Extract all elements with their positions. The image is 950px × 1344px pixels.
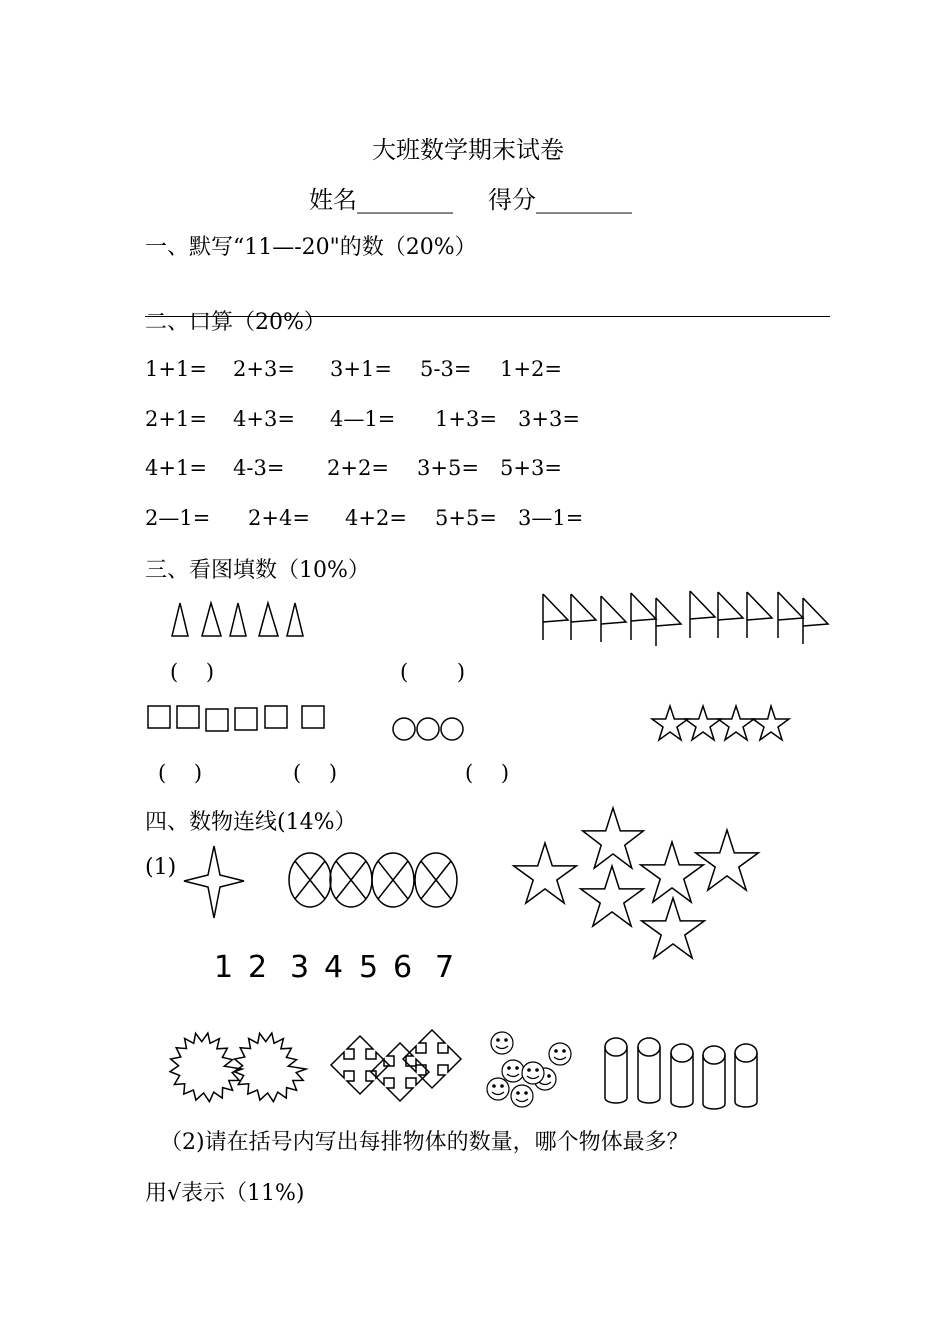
score-field-label: 得分________ [488,186,632,214]
star-icon [583,808,644,868]
smiley-icon [487,1078,509,1100]
problem: 5-3= [420,357,472,381]
problem: 4+3= [233,407,295,431]
star-icon [696,830,759,890]
smiley-icon [549,1043,571,1065]
square-icon [265,706,287,728]
smiley-icon [491,1032,513,1054]
flag-icon [690,591,715,638]
number-label: 6 [393,950,413,985]
crossed-circle-icon [289,853,331,907]
triangle-icon [230,603,246,636]
problem: 2+2= [327,456,389,480]
four-point-star-icon [184,846,244,918]
flag-icon [718,592,743,638]
cylinder-icon [735,1044,757,1107]
flag-icon [571,594,596,640]
problem: 4—1= [330,407,396,431]
burst-icon [234,1033,306,1102]
smiley-icon [522,1062,544,1084]
flag-icon [656,598,681,646]
number-label: 2 [248,950,268,985]
answer-blank[interactable]: ( ) [170,660,215,684]
answer-blank[interactable]: ( ) [465,761,510,785]
flag-group [543,591,828,646]
triangle-icon [202,603,221,636]
star-icon [641,842,704,902]
crossed-circle-icon [415,853,457,907]
square-icon [148,706,170,728]
star-group-small [652,706,789,740]
cylinder-icon [703,1046,725,1109]
triangle-icon [259,603,278,636]
cylinder-icon [638,1038,660,1103]
name-field-label: 姓名________ [309,186,453,214]
number-label: 7 [435,950,455,985]
flag-icon [601,596,626,642]
section2-heading: 二、口算（20%） [145,310,326,335]
star-icon [514,843,577,903]
circle-icon [417,718,439,740]
cross-arrow-icon [331,1036,389,1094]
circle-icon [393,718,415,740]
problem: 5+3= [500,456,562,480]
answer-blank[interactable]: ( ) [293,761,338,785]
flag-icon [747,592,772,638]
number-label: 5 [359,950,379,985]
problem: 3+1= [330,357,392,381]
star-icon [581,866,644,926]
flag-icon [778,592,803,638]
section1-heading: 一、默写“11—-20"的数（20%） [145,235,477,260]
square-group [148,706,324,731]
section4-heading: 四、数物连线(14%） [145,810,357,835]
smiley-group [487,1032,571,1107]
section3-heading: 三、看图填数（10%） [145,558,370,583]
triangle-icon [172,603,188,636]
cross-arrow-icon [403,1030,461,1088]
part2-instruction-cont: 用√表示（11%) [145,1181,305,1206]
smiley-icon [502,1060,524,1082]
problem: 3—1= [518,506,584,530]
problem: 2+4= [248,506,310,530]
square-icon [235,708,257,730]
flag-icon [543,594,568,640]
burst-icon [170,1033,242,1102]
problem: 4+2= [345,506,407,530]
circle-group [393,718,463,740]
problem: 1+1= [145,357,207,381]
square-icon [206,709,228,731]
problem: 1+3= [435,407,497,431]
triangle-group [172,603,303,636]
square-icon [177,706,199,728]
page-title: 大班数学期末试卷 [372,136,564,164]
triangle-icon [287,603,303,636]
problem: 3+5= [417,456,479,480]
number-label: 4 [324,950,344,985]
part1-label: (1) [145,855,177,880]
problem: 5+5= [435,506,497,530]
number-label: 3 [290,950,310,985]
number-label: 1 [214,950,234,985]
star-icon [753,706,789,740]
square-icon [302,706,324,728]
cross-arrow-icon [371,1043,429,1101]
problem: 2—1= [145,506,211,530]
problem: 4-3= [233,456,285,480]
problem: 4+1= [145,456,207,480]
crossed-circle-icon [330,853,372,907]
smiley-icon [511,1085,533,1107]
part2-instruction: （2)请在括号内写出每排物体的数量，哪个物体最多？ [160,1130,689,1155]
problem: 2+3= [233,357,295,381]
problem: 2+1= [145,407,207,431]
problem: 3+3= [518,407,580,431]
cylinder-group [605,1038,757,1109]
cross-arrow-group [331,1030,461,1101]
star-group-large [514,808,759,958]
cylinder-icon [671,1044,693,1107]
star-icon [642,898,705,958]
answer-blank[interactable]: ( ) [158,761,203,785]
star-icon [685,706,721,740]
problem: 1+2= [500,357,562,381]
answer-blank[interactable]: ( ) [400,660,466,684]
crossed-circle-icon [372,853,414,907]
star-icon [718,706,754,740]
cylinder-icon [605,1038,627,1103]
burst-group [170,1033,306,1102]
circle-icon [441,718,463,740]
star-icon [652,706,688,740]
crossed-circle-group [289,853,457,907]
flag-icon [631,593,656,640]
flag-icon [803,598,828,644]
